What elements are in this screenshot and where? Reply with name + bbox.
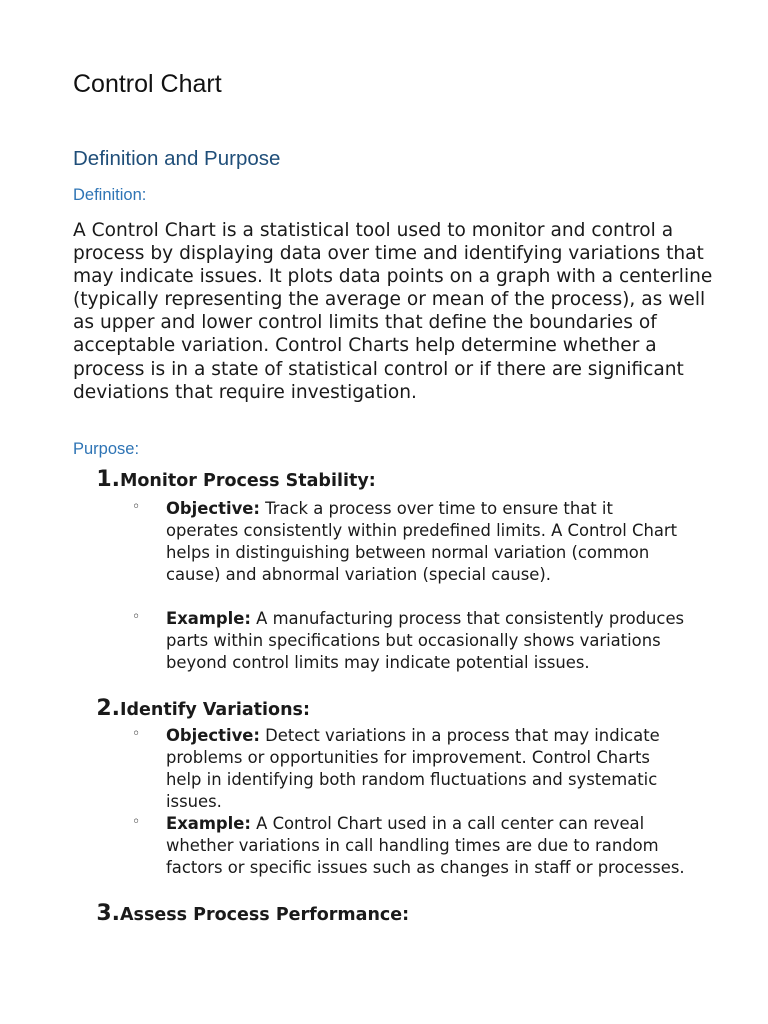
- definition-label: Definition:: [73, 186, 147, 204]
- purpose-item-header: [73, 696, 713, 725]
- list-number: 1.: [96, 467, 120, 492]
- example-bullet: [73, 813, 686, 901]
- objective-text: Detect variations in a process that may indicate problems or opportunities for improvement. Control Charts help in identifying both random fluctuations and systematic issues.: [166, 726, 660, 811]
- example-bullet: [73, 608, 686, 696]
- purpose-item-title: Assess Process Performance:: [120, 905, 410, 925]
- objective-text: Track a process over time to ensure that it operates consistently within predefined limits. A Control Chart helps in distinguishing between normal variation (common cause) and abnormal variation (special cause).: [166, 499, 678, 584]
- bullet-icon: ◦: [132, 499, 141, 515]
- purpose-item-monitor-stability: [73, 467, 713, 696]
- list-number: 2.: [96, 696, 120, 721]
- purpose-item-title: Identify Variations:: [120, 700, 310, 720]
- example-text: A Control Chart used in a call center can reveal whether variations in call handling times are due to random factors or specific issues such as changes in staff or processes.: [166, 814, 685, 877]
- purpose-item-identify-variations: [73, 696, 713, 901]
- purpose-label: Purpose:: [73, 440, 140, 458]
- bullet-icon: ◦: [132, 814, 141, 830]
- objective-bullet: [73, 725, 686, 813]
- page-title: Control Chart: [73, 70, 222, 98]
- sub-bullet-list: [73, 498, 713, 696]
- example-label: Example:: [166, 609, 251, 628]
- objective-label: Objective:: [166, 499, 260, 518]
- example-text: A manufacturing process that consistently produces parts within specifications but occasionally shows variations beyond control limits may indicate potential issues.: [166, 609, 685, 672]
- purpose-item-assess-performance: [73, 901, 713, 930]
- purpose-item-header: [73, 901, 713, 930]
- sub-bullet-list: [73, 725, 713, 901]
- list-number: 3.: [96, 901, 120, 926]
- purpose-item-header: [73, 467, 713, 498]
- bullet-icon: ◦: [132, 726, 141, 742]
- definition-paragraph: A Control Chart is a statistical tool used to monitor and control a process by displaying data over time and identifying variations that may indicate issues. It plots data points on a graph with a centerline (typically representing the average or mean of the process), as well as upper and lower control limits that define the boundaries of acceptable variation. Control Charts help determine whether a process is in a state of statistical control or if there are significant deviations that require investigation.: [73, 220, 713, 403]
- example-label: Example:: [166, 814, 251, 833]
- bullet-icon: ◦: [132, 609, 141, 625]
- purpose-item-title: Monitor Process Stability:: [120, 471, 376, 491]
- section-heading: Definition and Purpose: [73, 147, 281, 170]
- objective-bullet: [73, 498, 686, 608]
- purpose-list: [73, 467, 713, 930]
- objective-label: Objective:: [166, 726, 260, 745]
